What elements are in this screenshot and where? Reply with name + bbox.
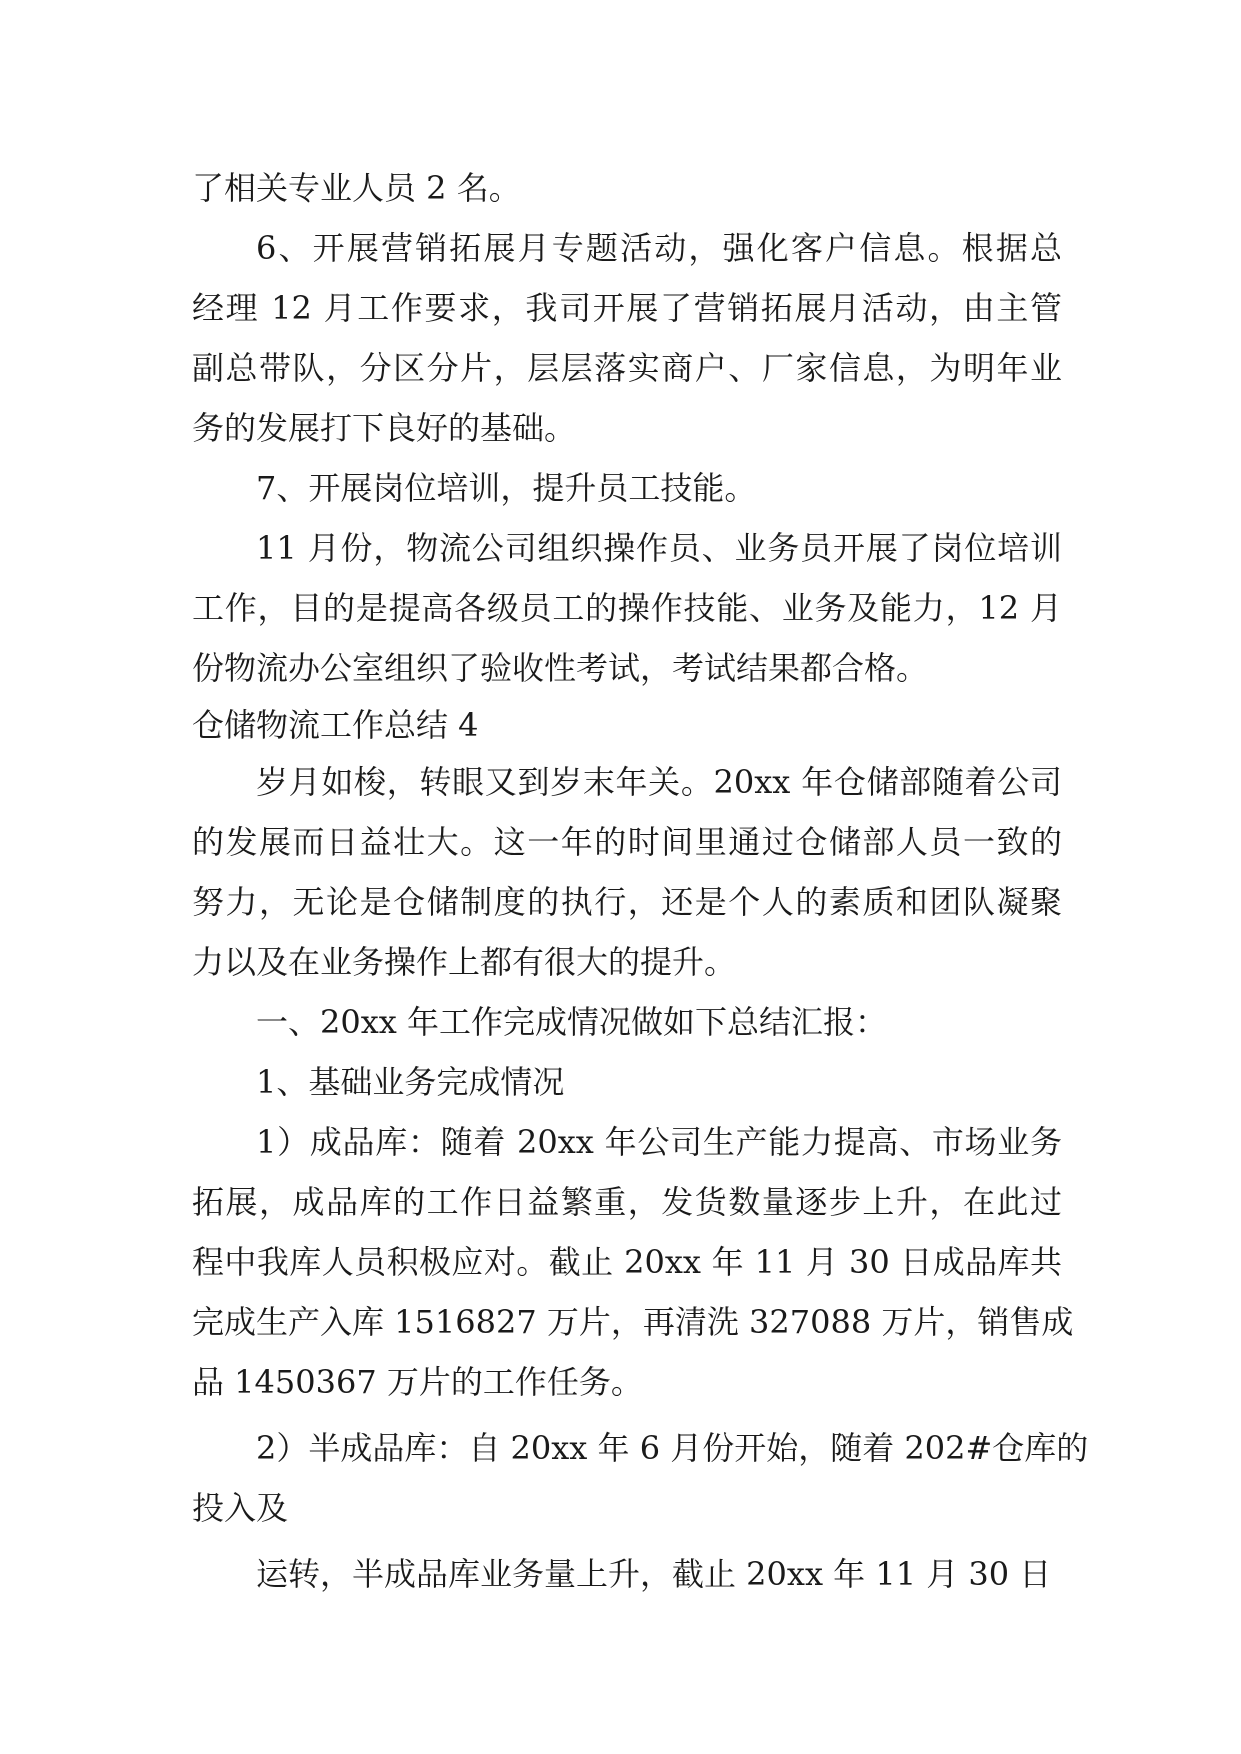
text-line: 了相关专业人员 2 名。 (192, 169, 521, 207)
text-line: 努力，无论是仓储制度的执行，还是个人的素质和团队凝聚 (192, 883, 1062, 921)
text-line: 的发展而日益壮大。这一年的时间里通过仓储部人员一致的 (192, 823, 1062, 861)
text-line: 6、开展营销拓展月专题活动，强化客户信息。根据总 (256, 229, 1062, 267)
text-line: 工作，目的是提高各级员工的操作技能、业务及能力，12 月 (192, 589, 1062, 627)
text-line: 11 月份，物流公司组织操作员、业务员开展了岗位培训 (256, 529, 1062, 567)
text-line: 程中我库人员积极应对。截止 20xx 年 11 月 30 日成品库共 (192, 1243, 1062, 1281)
text-line: 岁月如梭，转眼又到岁末年关。20xx 年仓储部随着公司 (256, 763, 1062, 801)
text-line: 运转，半成品库业务量上升，截止 20xx 年 11 月 30 日 (256, 1555, 1052, 1593)
text-line: 份物流办公室组织了验收性考试，考试结果都合格。 (192, 649, 929, 687)
text-line: 1）成品库：随着 20xx 年公司生产能力提高、市场业务 (256, 1123, 1062, 1161)
text-line: 经理 12 月工作要求，我司开展了营销拓展月活动，由主管 (192, 289, 1062, 327)
text-line: 力以及在业务操作上都有很大的提升。 (192, 943, 737, 981)
text-line: 拓展，成品库的工作日益繁重，发货数量逐步上升，在此过 (192, 1183, 1062, 1221)
document-body (192, 158, 1089, 1604)
section-heading: 仓储物流工作总结 4 (192, 706, 479, 744)
text-line: 7、开展岗位培训，提升员工技能。 (256, 469, 757, 507)
text-line: 一、20xx 年工作完成情况做如下总结汇报： (256, 1003, 887, 1041)
text-line: 品 1450367 万片的工作任务。 (192, 1363, 643, 1401)
text-line: 投入及 (192, 1489, 289, 1527)
text-line: 1、基础业务完成情况 (256, 1063, 565, 1101)
text-line: 完成生产入库 1516827 万片，再清洗 327088 万片，销售成 (192, 1303, 1074, 1341)
text-line: 务的发展打下良好的基础。 (192, 409, 577, 447)
text-line: 副总带队，分区分片，层层落实商户、厂家信息，为明年业 (192, 349, 1062, 387)
text-line: 2）半成品库：自 20xx 年 6 月份开始，随着 202#仓库的 (256, 1429, 1089, 1467)
